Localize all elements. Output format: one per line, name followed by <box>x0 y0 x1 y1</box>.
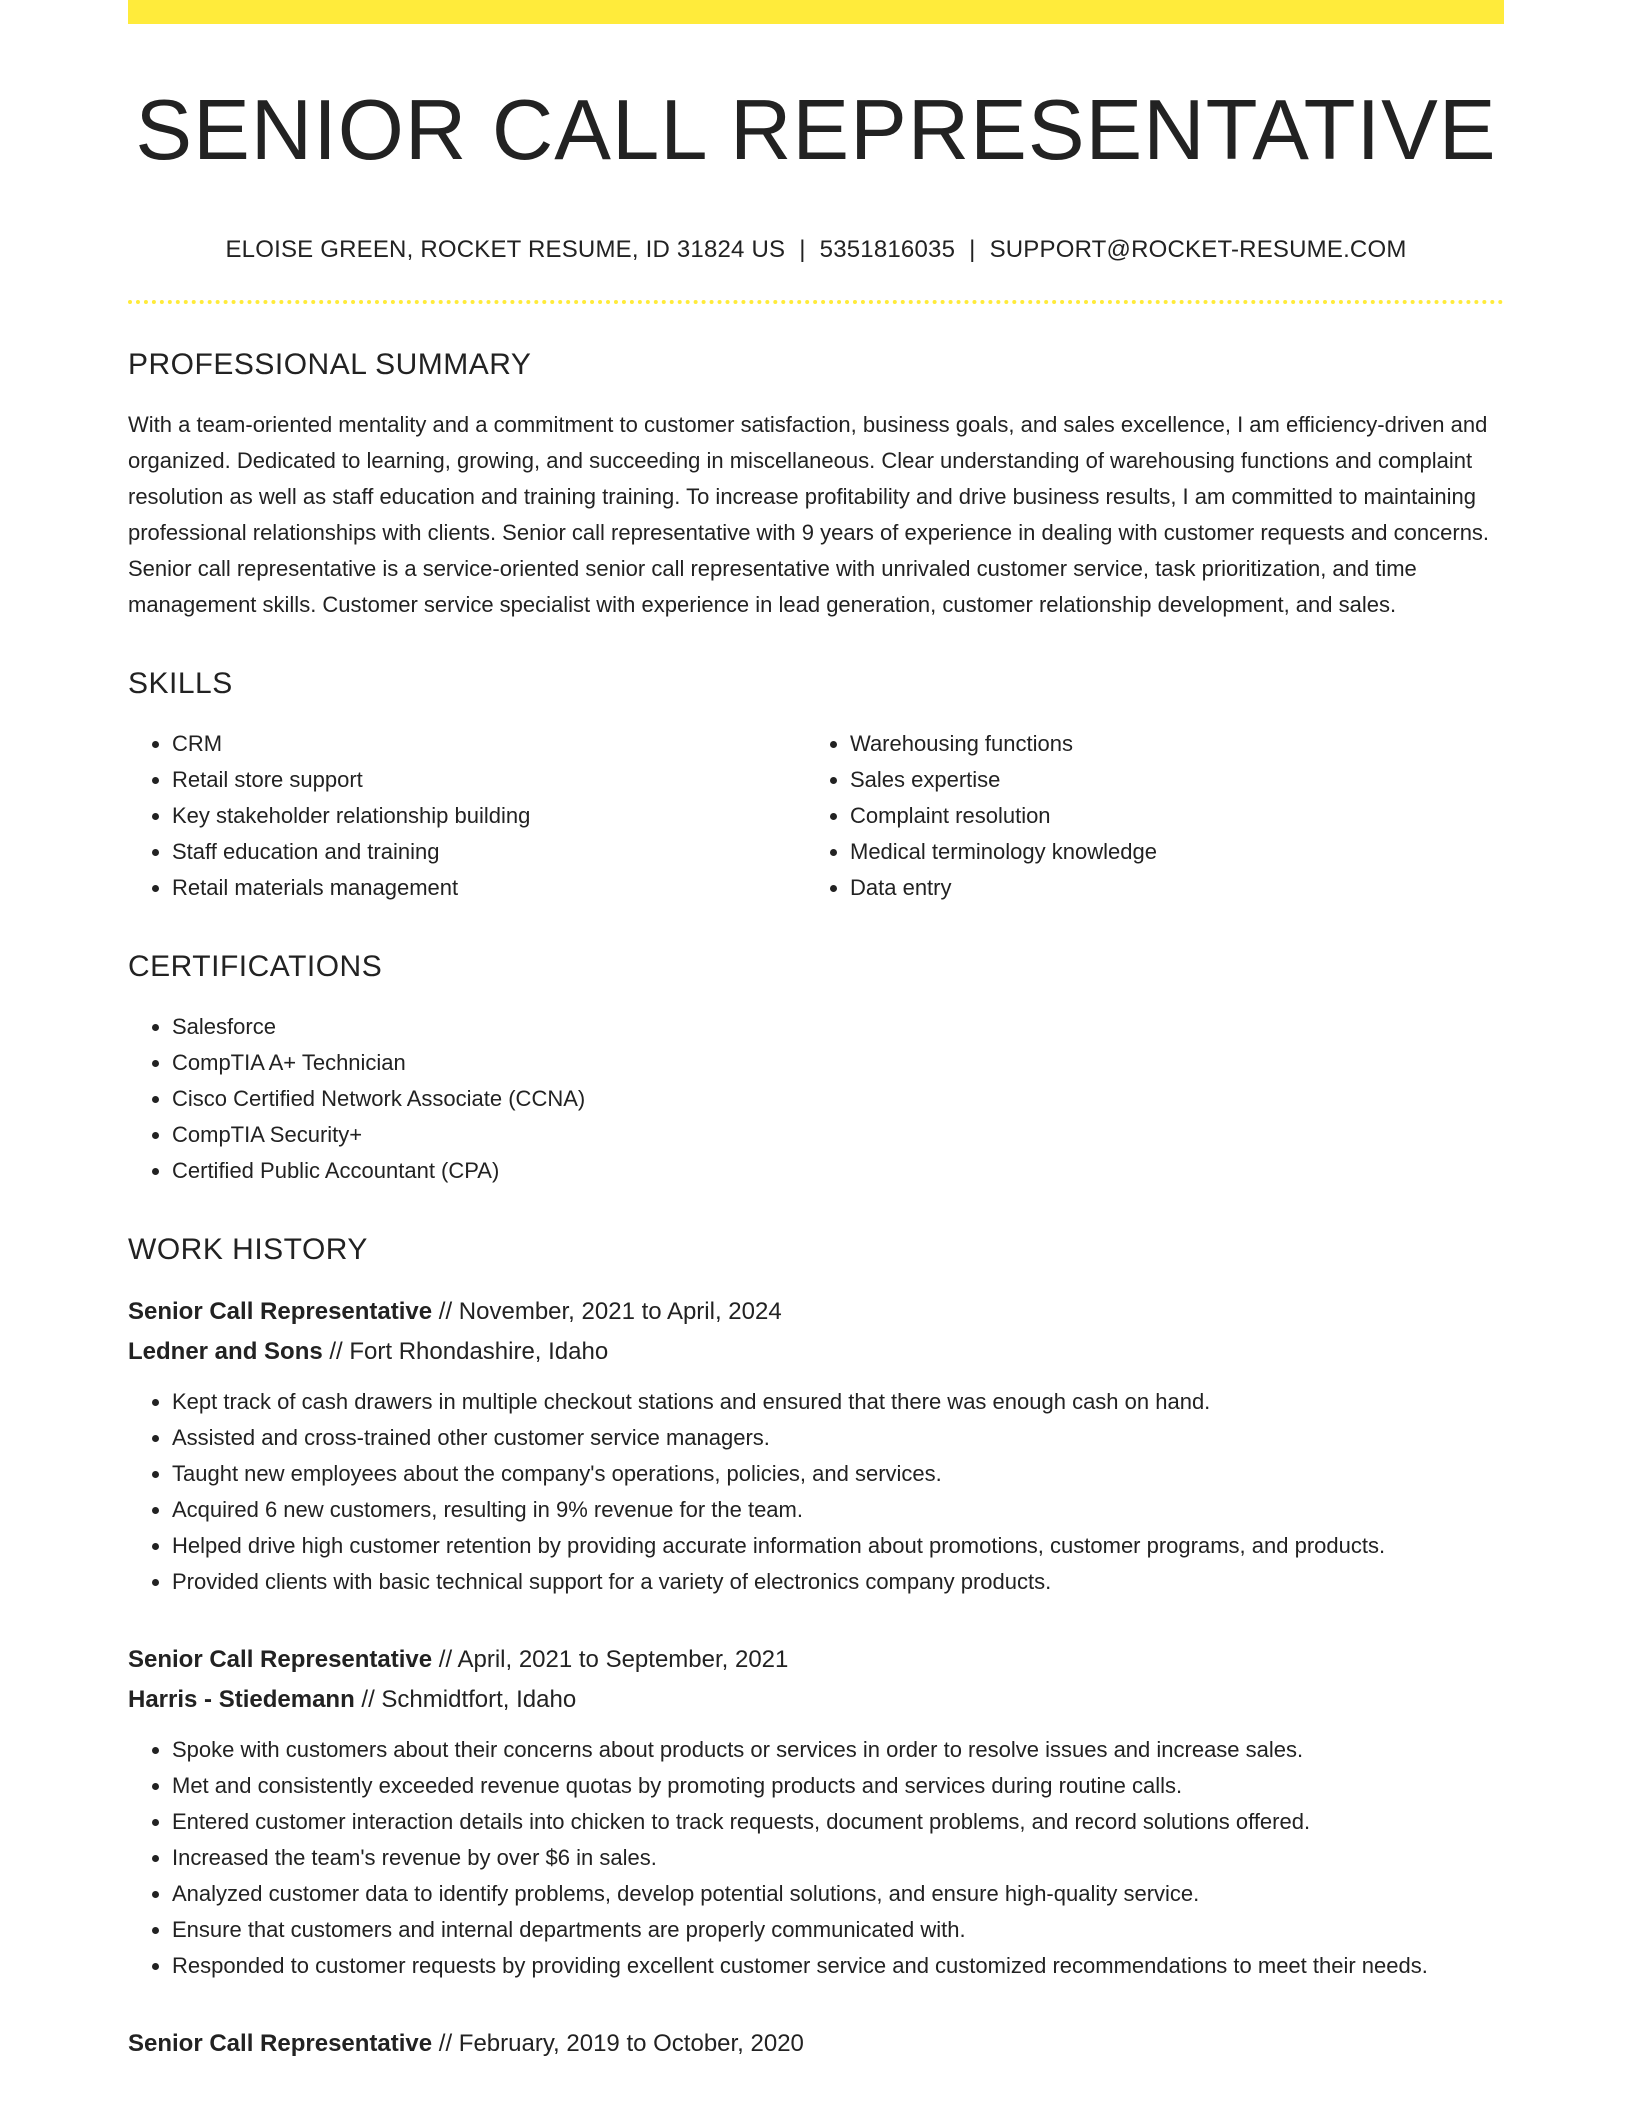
job-role: Senior Call Representative <box>128 1645 433 1673</box>
certification-item: • Cisco Certified Network Associate (CCNA) <box>172 1081 1504 1117</box>
skill-item: • Medical terminology knowledge <box>850 834 1484 870</box>
job-dates: // February, 2019 to October, 2020 <box>438 2029 804 2057</box>
certification-item: • CompTIA A+ Technician <box>172 1045 1504 1081</box>
skill-item: • CRM <box>172 726 806 762</box>
job-company-line <box>128 1680 1504 1720</box>
job-role-line <box>128 2024 1504 2064</box>
job-role-line <box>128 1292 1504 1332</box>
job-entry <box>128 1640 1504 1984</box>
skill-item: • Retail store support <box>172 762 806 798</box>
job-role: Senior Call Representative <box>128 1297 433 1325</box>
skill-item: • Warehousing functions <box>850 726 1484 762</box>
certification-item: • Salesforce <box>172 1009 1504 1045</box>
job-company-line <box>128 1332 1504 1372</box>
certifications-list <box>128 1009 1504 1189</box>
skill-item: • Complaint resolution <box>850 798 1484 834</box>
job-role: Senior Call Representative <box>128 2029 433 2057</box>
resume-title: SENIOR CALL REPRESENTATIVE <box>135 83 1497 178</box>
job-bullet: • Assisted and cross-trained other customer service managers. <box>172 1420 1504 1456</box>
skills-right-list <box>806 726 1484 906</box>
job-bullet: • Spoke with customers about their concerns about products or services in order to resolve issues and increase sales. <box>172 1732 1504 1768</box>
job-bullet: • Kept track of cash drawers in multiple checkout stations and ensured that there was enough cash on hand. <box>172 1384 1504 1420</box>
job-dates: // April, 2021 to September, 2021 <box>438 1645 789 1673</box>
certifications-heading: CERTIFICATIONS <box>128 949 383 983</box>
skill-item: • Data entry <box>850 870 1484 906</box>
skills-left-column <box>128 726 806 906</box>
resume-page <box>128 0 1504 2064</box>
skill-item: • Retail materials management <box>172 870 806 906</box>
job-bullet: • Increased the team's revenue by over $6 in sales. <box>172 1840 1504 1876</box>
job-dates: // November, 2021 to April, 2024 <box>438 1297 782 1325</box>
contact-line <box>128 236 1504 264</box>
certification-item: • CompTIA Security+ <box>172 1117 1504 1153</box>
job-location: // Schmidtfort, Idaho <box>361 1685 577 1713</box>
contact-email: SUPPORT@ROCKET-RESUME.COM <box>989 235 1407 263</box>
skill-item: • Sales expertise <box>850 762 1484 798</box>
job-bullet: • Responded to customer requests by providing excellent customer service and customized recommendations to meet their needs. <box>172 1948 1504 1984</box>
work-history-heading: WORK HISTORY <box>128 1232 368 1266</box>
job-role-line <box>128 1640 1504 1680</box>
job-entry <box>128 2024 1504 2064</box>
job-company: Harris - Stiedemann <box>128 1685 355 1713</box>
skills-columns <box>128 726 1504 906</box>
job-bullet: • Helped drive high customer retention by providing accurate information about promotions, customer programs, and products. <box>172 1528 1504 1564</box>
job-entry <box>128 1292 1504 1600</box>
job-company: Ledner and Sons <box>128 1337 323 1365</box>
certification-item: • Certified Public Accountant (CPA) <box>172 1153 1504 1189</box>
job-bullet: • Met and consistently exceeded revenue quotas by promoting products and services during routine calls. <box>172 1768 1504 1804</box>
job-location: // Fort Rhondashire, Idaho <box>329 1337 609 1365</box>
contact-separator: | <box>969 235 976 263</box>
skills-left-list <box>128 726 806 906</box>
contact-separator: | <box>799 235 806 263</box>
skills-right-column <box>806 726 1484 906</box>
job-bullet-list <box>128 1732 1504 1984</box>
summary-heading: PROFESSIONAL SUMMARY <box>128 347 532 381</box>
contact-address: ELOISE GREEN, ROCKET RESUME, ID 31824 US <box>225 235 786 263</box>
skills-heading: SKILLS <box>128 666 233 700</box>
job-bullet: • Acquired 6 new customers, resulting in 9% revenue for the team. <box>172 1492 1504 1528</box>
job-bullet-list <box>128 1384 1504 1600</box>
job-bullet: • Ensure that customers and internal departments are properly communicated with. <box>172 1912 1504 1948</box>
job-bullet: • Analyzed customer data to identify problems, develop potential solutions, and ensure high-quality service. <box>172 1876 1504 1912</box>
top-accent-bar <box>128 0 1504 24</box>
skill-item: • Staff education and training <box>172 834 806 870</box>
header-divider <box>128 300 1504 304</box>
summary-text: With a team-oriented mentality and a commitment to customer satisfaction, business goals, and sales excellence, I am efficiency-driven and organized. Dedicated to learning, growing, and succeeding in miscellaneous. Clear understanding of warehousing functions and complaint resolution as well as staff education and training training. To increase profitability and drive business results, I am committed to maintaining professional relationships with clients. Senior call representative with 9 years of experience in dealing with customer requests and concerns. Senior call representative is a service-oriented senior call representative with unrivaled customer service, task prioritization, and time management skills. Customer service specialist with experience in lead generation, customer relationship development, and sales. <box>128 411 1490 617</box>
job-bullet: • Provided clients with basic technical support for a variety of electronics company products. <box>172 1564 1504 1600</box>
job-bullet: • Taught new employees about the company's operations, policies, and services. <box>172 1456 1504 1492</box>
job-bullet: • Entered customer interaction details into chicken to track requests, document problems, and record solutions offered. <box>172 1804 1504 1840</box>
contact-phone: 5351816035 <box>819 235 956 263</box>
skill-item: • Key stakeholder relationship building <box>172 798 806 834</box>
